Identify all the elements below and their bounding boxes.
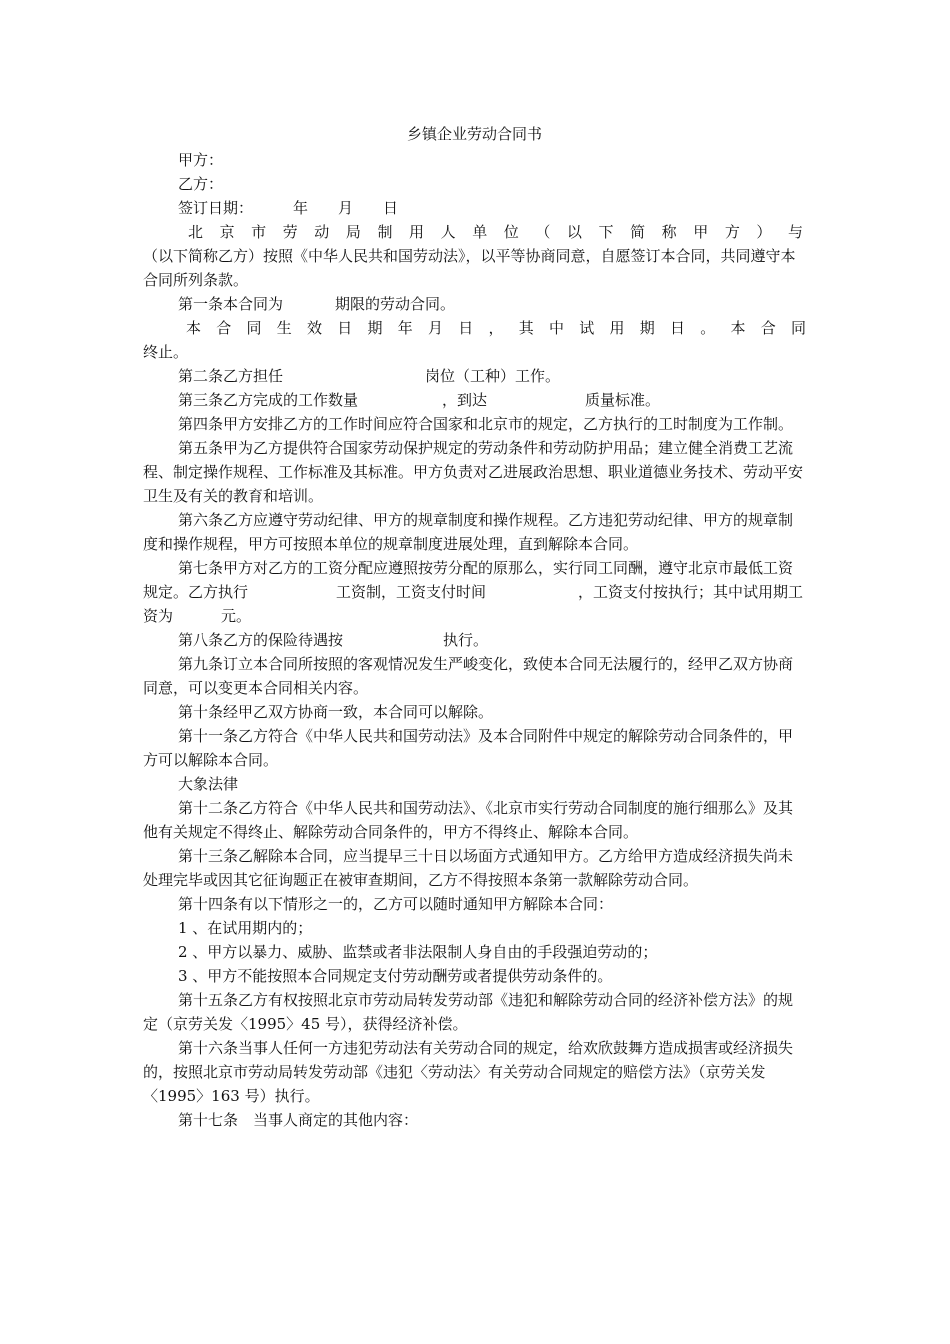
article-16: 第十六条当事人任何一方违犯劳动法有关劳动合同的规定，给欢欣鼓舞方造成损害或经济损失的，按照北京市劳动局转发劳动部《违犯〈劳动法〉有关劳动合同规定的赔偿方法》（京劳关发〈1995〉163 号）执行。 (143, 1039, 794, 1105)
article-8-start: 第八条乙方的保险待遇按 (178, 631, 344, 649)
article-4: 第四条甲方安排乙方的工作时间应符合国家和北京市的规定，乙方执行的工时制度为工作制。 (178, 415, 794, 433)
sign-date-month: 月 (338, 199, 354, 217)
article-7-probation-pay: ，工资支付按执行；其中试用期工资为 (143, 583, 804, 625)
list-item: 2 、甲方以暴力、威胁、监禁或者非法限制人身自由的手段强迫劳动的； (178, 943, 658, 961)
article-7-pay-time: 工资制，工资支付时间 (336, 583, 487, 601)
article-2 (143, 364, 806, 388)
effective-year: 年 (397, 319, 428, 337)
article-6: 第六条乙方应遵守劳动纪律、甲方的规章制度和操作规程。乙方违犯劳动纪律、甲方的规章制度和操作规程，甲方可按照本单位的规章制度进展处理，直到解除本合同。 (143, 511, 794, 553)
article-11: 第十一条乙方符合《中华人民共和国劳动法》及本合同附件中规定的解除劳动合同条件的，甲方可以解除本合同。 (143, 727, 794, 769)
effective-date-line (143, 316, 806, 340)
article-1 (143, 292, 806, 316)
article-3-start: 第三条乙方完成的工作数量 (178, 391, 359, 409)
sign-date-year: 年 (293, 199, 309, 217)
probation-label: 日，其中试用期 (458, 319, 670, 337)
effective-date-label: 本合同生效日期 (186, 319, 398, 337)
article-9: 第九条订立本合同所按照的客观情况发生严峻变化，致使本合同无法履行的，经甲乙双方协商同意，可以变更本合同相关内容。 (143, 655, 794, 697)
article-2-start: 第二条乙方担任 (178, 367, 284, 385)
article-2-end: 岗位（工种）工作。 (425, 367, 561, 385)
list-item: 3 、甲方不能按照本合同规定支付劳动酬劳或者提供劳动条件的。 (178, 967, 613, 985)
contract-page (143, 122, 806, 1132)
intro-paragraph: （以下简称乙方）按照《中华人民共和国劳动法》，以平等协商同意，自愿签订本合同，共同遵守本合同所列条款。 (143, 247, 796, 289)
article-7-end: 元。 (221, 607, 252, 625)
party-b-label: 乙方： (178, 175, 224, 193)
party-a-label: 甲方： (178, 151, 224, 169)
article-3-mid: ，到达 (442, 391, 488, 409)
article-8 (143, 628, 806, 652)
intro-alias-a: （以下简称甲方）与 (535, 223, 806, 241)
article-1-end: 期限的劳动合同。 (335, 295, 456, 313)
article-7-start: 第七条甲方对乙方的工资分配应遵照按劳分配的原那么，实行同工同酬，遵守北京市最低工资规定。乙方执行 (143, 559, 794, 601)
article-15: 第十五条乙方有权按照北京市劳动局转发劳动部《违犯和解除劳动合同的经济补偿方法》的规定（京劳关发〈1995〉45 号），获得经济补偿。 (143, 991, 794, 1033)
article-10: 第十条经甲乙双方协商一致，本合同可以解除。 (178, 703, 494, 721)
article-3-end: 质量标准。 (585, 391, 661, 409)
article-17: 第十七条 当事人商定的其他内容： (178, 1111, 419, 1129)
article-3 (143, 388, 806, 412)
article-13: 第十三条乙解除本合同，应当提早三十日以场面方式通知甲方。乙方给甲方造成经济损失尚未处理完毕或因其它征询题正在被审查期间，乙方不得按照本条第一款解除劳动合同。 (143, 847, 794, 889)
article-14: 第十四条有以下情形之一的，乙方可以随时通知甲方解除本合同： (178, 895, 614, 913)
article-12: 第十二条乙方符合《中华人民共和国劳动法》、《北京市实行劳动合同制度的施行细那么》及其他有关规定不得终止、解除劳动合同条件的，甲方不得终止、解除本合同。 (143, 799, 794, 841)
document-title: 乡镇企业劳动合同书 (406, 125, 542, 143)
list-item: 1 、在试用期内的； (178, 919, 313, 937)
article-7 (143, 556, 806, 628)
sign-date-label: 签订日期： (178, 199, 254, 217)
article-1-start: 第一条本合同为 (178, 295, 284, 313)
probation-end: 日。本合同 (669, 319, 806, 337)
article-8-end: 执行。 (443, 631, 489, 649)
article-5: 第五条甲为乙方提供符合国家劳动保护规定的劳动条件和劳动防护用品；建立健全消费工艺流程、制定操作规程、工作标准及其标准。甲方负责对乙进展政治思想、职业道德业务技术、劳动平安卫生及有关的教育和培训。 (143, 439, 804, 505)
section-heading: 大象法律 (178, 775, 239, 793)
effective-date-end: 终止。 (143, 343, 189, 361)
effective-month: 月 (427, 319, 459, 337)
sign-date-day: 日 (383, 199, 399, 217)
intro-line-1 (143, 220, 806, 244)
intro-employer: 北京市劳动局制用人单位 (188, 223, 536, 241)
sign-date-line (143, 196, 806, 220)
